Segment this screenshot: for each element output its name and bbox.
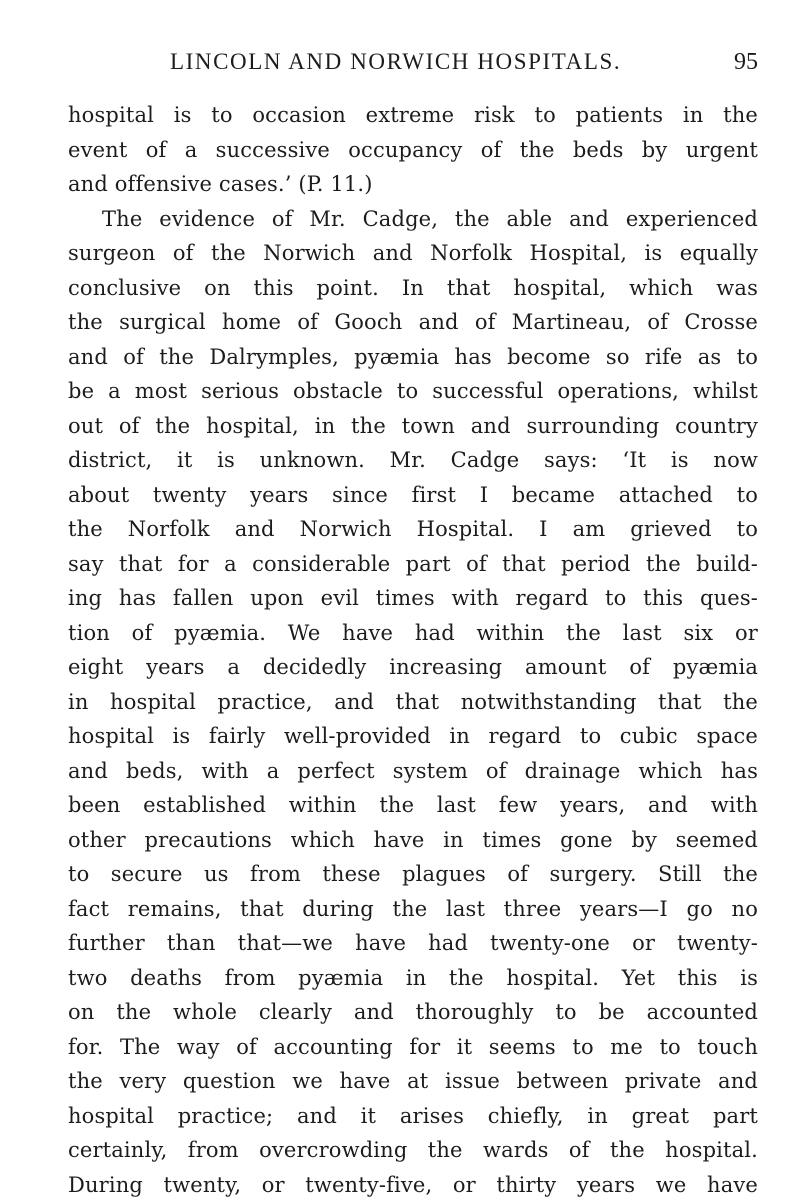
- text-line: and beds, with a perfect system of drainage which has: [68, 754, 758, 789]
- text-line: hospital practice; and it arises chiefly, in great part: [68, 1099, 758, 1134]
- running-head: [68, 46, 758, 78]
- text-line: conclusive on this point. In that hospital, which was: [68, 271, 758, 306]
- paragraph-start-line: The evidence of Mr. Cadge, the able and experienced: [68, 202, 758, 237]
- text-line: and offensive cases.’ (P. 11.): [68, 167, 758, 202]
- text-line: eight years a decidedly increasing amount of pyæmia: [68, 650, 758, 685]
- text-line: tion of pyæmia. We have had within the last six or: [68, 616, 758, 651]
- text-line: two deaths from pyæmia in the hospital. Yet this is: [68, 961, 758, 996]
- text-line: district, it is unknown. Mr. Cadge says: ‘It is now: [68, 443, 758, 478]
- text-line: certainly, from overcrowding the wards of the hospital.: [68, 1133, 758, 1168]
- text-line: hospital is fairly well-provided in regard to cubic space: [68, 719, 758, 754]
- body-text: [68, 98, 758, 1202]
- page-number: 95: [734, 46, 758, 78]
- text-line: and of the Dalrymples, pyæmia has become so rife as to: [68, 340, 758, 375]
- text-line: fact remains, that during the last three years—I go no: [68, 892, 758, 927]
- text-line: on the whole clearly and thoroughly to be accounted: [68, 995, 758, 1030]
- text-line: the Norfolk and Norwich Hospital. I am grieved to: [68, 512, 758, 547]
- text-line: other precautions which have in times gone by seemed: [68, 823, 758, 858]
- running-title: LINCOLN AND NORWICH HOSPITALS.: [170, 46, 621, 78]
- text-line: the surgical home of Gooch and of Martineau, of Crosse: [68, 305, 758, 340]
- text-line: about twenty years since first I became attached to: [68, 478, 758, 513]
- text-line: out of the hospital, in the town and surrounding country: [68, 409, 758, 444]
- text-line: ing has fallen upon evil times with regard to this ques-: [68, 581, 758, 616]
- text-line: say that for a considerable part of that period the build-: [68, 547, 758, 582]
- text-line: During twenty, or twenty-five, or thirty years we have: [68, 1168, 758, 1202]
- text-line: the very question we have at issue between private and: [68, 1064, 758, 1099]
- text-line: be a most serious obstacle to successful operations, whilst: [68, 374, 758, 409]
- text-line: hospital is to occasion extreme risk to patients in the: [68, 98, 758, 133]
- text-line: for. The way of accounting for it seems to me to touch: [68, 1030, 758, 1065]
- text-line: to secure us from these plagues of surgery. Still the: [68, 857, 758, 892]
- text-line: in hospital practice, and that notwithstanding that the: [68, 685, 758, 720]
- text-line: event of a successive occupancy of the beds by urgent: [68, 133, 758, 168]
- text-line: surgeon of the Norwich and Norfolk Hospital, is equally: [68, 236, 758, 271]
- text-line: been established within the last few years, and with: [68, 788, 758, 823]
- text-line: further than that—we have had twenty-one or twenty-: [68, 926, 758, 961]
